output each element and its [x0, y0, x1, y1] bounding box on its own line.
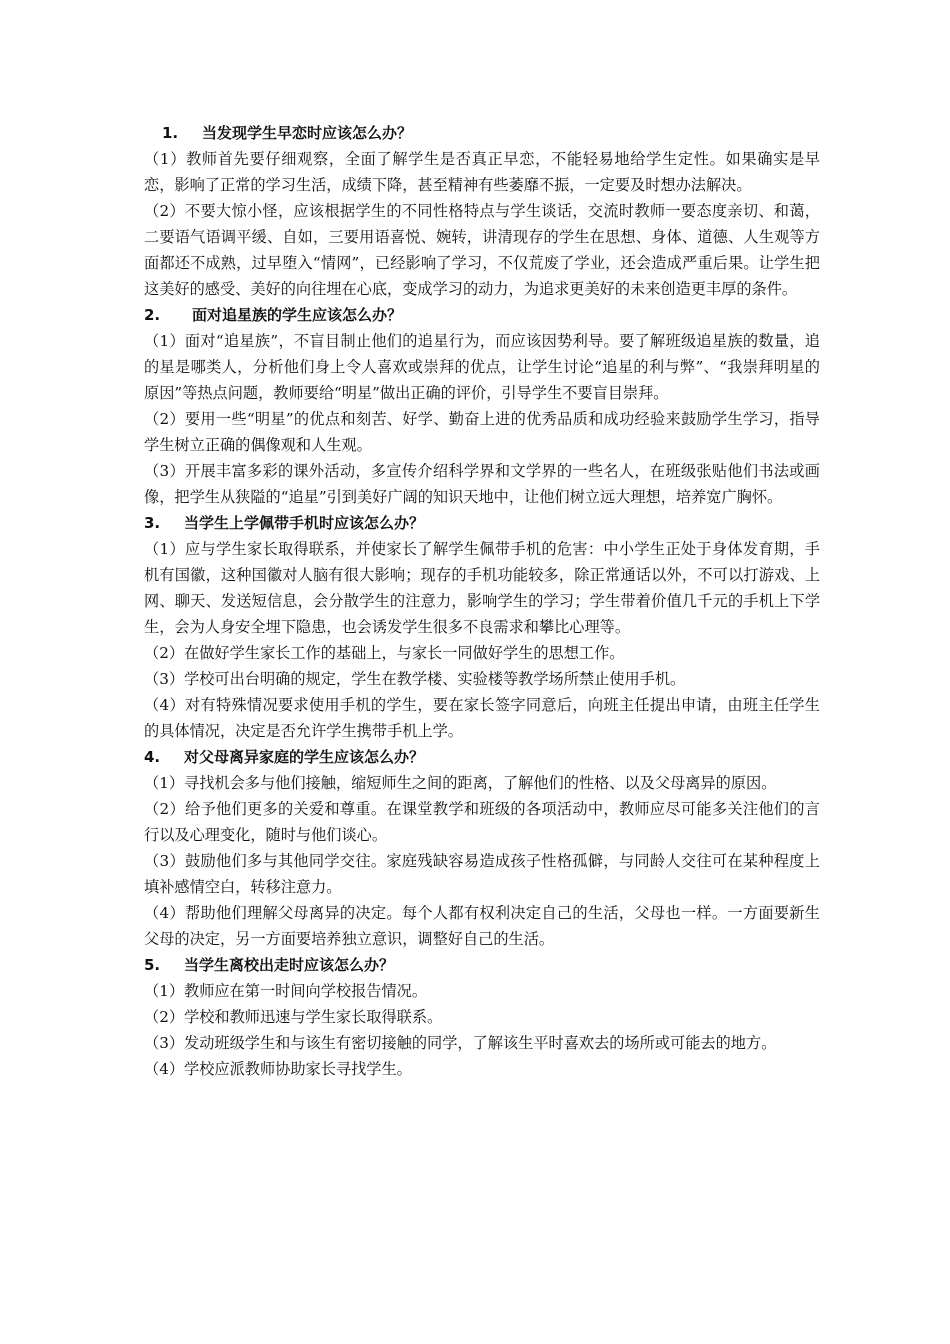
paragraph: （4）学校应派教师协助家长寻找学生。 [144, 1060, 412, 1078]
section-title: 面对追星族的学生应该怎么办？ [192, 306, 403, 324]
section-number: 4. [144, 748, 161, 766]
section-title: 当发现学生早恋时应该怎么办？ [202, 124, 413, 142]
paragraph: （4）对有特殊情况要求使用手机的学生，要在家长签字同意后，向班主任提出申请，由班主任学生的具体情况，决定是否允许学生携带手机上学。 [144, 696, 820, 740]
paragraph: （3）开展丰富多彩的课外活动，多宣传介绍科学界和文学界的一些名人，在班级张贴他们书法或画像，把学生从狭隘的“追星”引到美好广阔的知识天地中，让他们树立远大理想，培养宽广胸怀。 [144, 462, 820, 506]
section-number: 2. [144, 306, 161, 324]
paragraph: （1）教师应在第一时间向学校报告情况。 [144, 982, 428, 1000]
section-title: 对父母离异家庭的学生应该怎么办？ [184, 748, 425, 766]
section-2 [144, 302, 820, 510]
section-number: 1. [162, 124, 179, 142]
section-heading [144, 952, 820, 978]
section-5 [144, 952, 820, 1082]
paragraph: （1）应与学生家长取得联系，并使家长了解学生佩带手机的危害：中小学生正处于身体发育期，手机有国徽，这种国徽对人脑有很大影响；现存的手机功能较多，除正常通话以外，不可以打游戏、上网、聊天、发送短信息，会分散学生的注意力，影响学生的学习；学生带着价值几千元的手机上下学生，会为人身安全埋下隐患，也会诱发学生很多不良需求和攀比心理等。 [144, 540, 820, 636]
section-heading [144, 120, 820, 146]
section-title: 当学生上学佩带手机时应该怎么办？ [184, 514, 425, 532]
section-heading [144, 510, 820, 536]
paragraph: （2）学校和教师迅速与学生家长取得联系。 [144, 1008, 443, 1026]
document-body [144, 120, 820, 1082]
paragraph: （2）在做好学生家长工作的基础上，与家长一同做好学生的思想工作。 [144, 644, 625, 662]
paragraph: （1）面对“追星族”，不盲目制止他们的追星行为，而应该因势利导。要了解班级追星族的数量，追的星是哪类人，分析他们身上令人喜欢或崇拜的优点，让学生讨论“追星的利与弊”、“我崇拜明星的原因”等热点问题，教师要给“明星”做出正确的评价，引导学生不要盲目崇拜。 [144, 332, 820, 402]
section-3 [144, 510, 820, 744]
section-1 [144, 120, 820, 302]
paragraph: （4）帮助他们理解父母离异的决定。每个人都有权利决定自己的生活，父母也一样。一方面要新生父母的决定，另一方面要培养独立意识，调整好自己的生活。 [144, 904, 820, 948]
paragraph: （1）寻找机会多与他们接触，缩短师生之间的距离，了解他们的性格、以及父母离异的原因。 [144, 774, 777, 792]
section-4 [144, 744, 820, 952]
section-heading [144, 302, 820, 328]
paragraph: （3）鼓励他们多与其他同学交往。家庭残缺容易造成孩子性格孤僻，与同龄人交往可在某种程度上填补感情空白，转移注意力。 [144, 852, 820, 896]
paragraph: （2）给予他们更多的关爱和尊重。在课堂教学和班级的各项活动中，教师应尽可能多关注他们的言行以及心理变化，随时与他们谈心。 [144, 800, 820, 844]
paragraph: （2）要用一些“明星”的优点和刻苦、好学、勤奋上进的优秀品质和成功经验来鼓励学生学习，指导学生树立正确的偶像观和人生观。 [144, 410, 820, 454]
paragraph: （2）不要大惊小怪，应该根据学生的不同性格特点与学生谈话，交流时教师一要态度亲切、和蔼，二要语气语调平缓、自如，三要用语喜悦、婉转，讲清现存的学生在思想、身体、道德、人生观等方面都还不成熟，过早堕入“情网”，已经影响了学习，不仅荒废了学业，还会造成严重后果。让学生把这美好的感受、美好的向往埋在心底，变成学习的动力，为追求更美好的未来创造更丰厚的条件。 [144, 202, 820, 298]
section-number: 5. [144, 956, 161, 974]
section-heading [144, 744, 820, 770]
section-number: 3. [144, 514, 161, 532]
paragraph: （3）学校可出台明确的规定，学生在教学楼、实验楼等教学场所禁止使用手机。 [144, 670, 686, 688]
paragraph: （1）教师首先要仔细观察，全面了解学生是否真正早恋，不能轻易地给学生定性。如果确实是早恋，影响了正常的学习生活，成绩下降，甚至精神有些萎靡不振，一定要及时想办法解决。 [144, 150, 820, 194]
section-title: 当学生离校出走时应该怎么办？ [184, 956, 395, 974]
paragraph: （3）发动班级学生和与该生有密切接触的同学，了解该生平时喜欢去的场所或可能去的地方。 [144, 1034, 777, 1052]
